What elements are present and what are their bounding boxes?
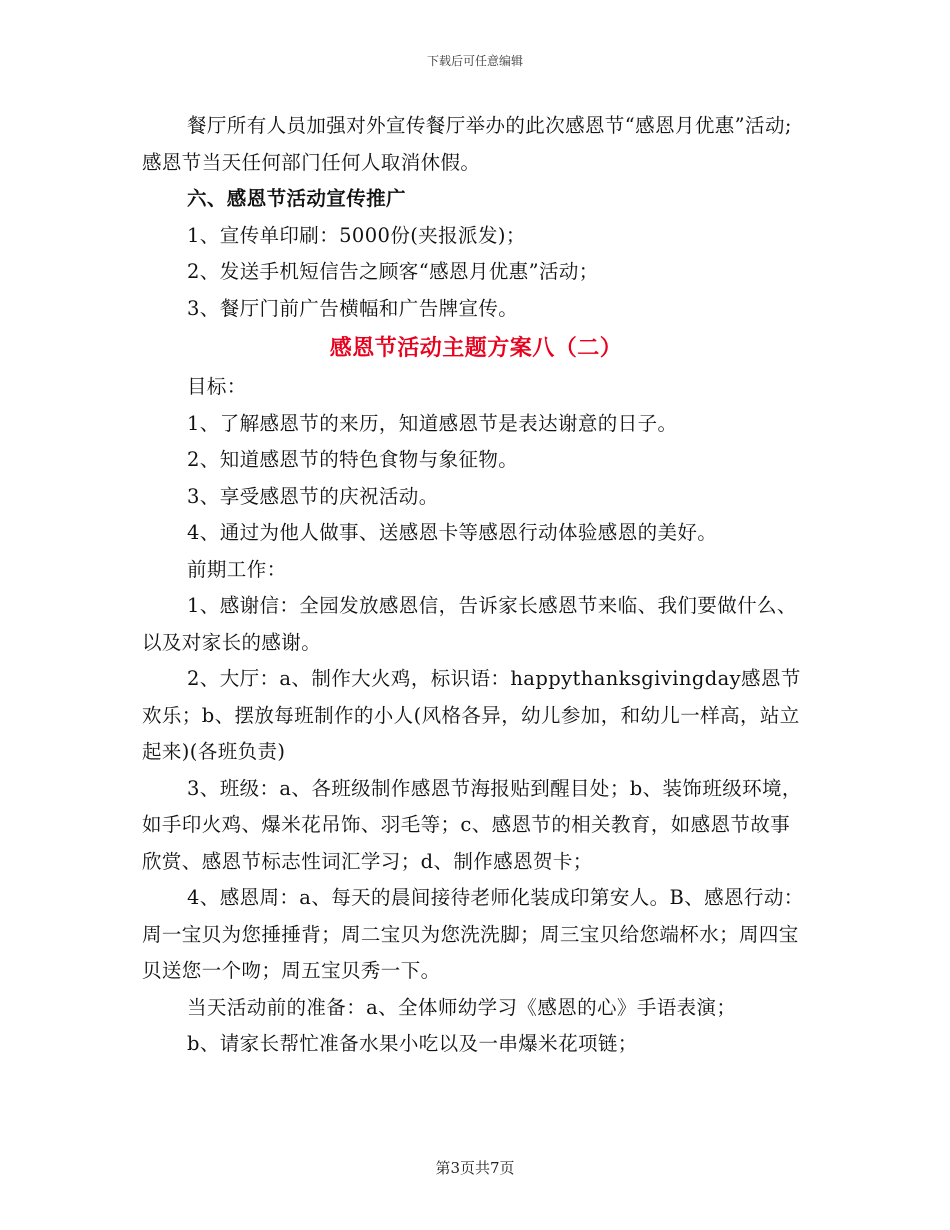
page-footer: 第3页共7页 <box>435 1159 515 1177</box>
list-item-sms: 2、发送手机短信告之顾客“感恩月优惠”活动； <box>187 260 599 283</box>
day-prep-b: b、请家长帮忙准备水果小吃以及一串爆米花项链； <box>187 1032 638 1055</box>
document-body <box>142 108 810 1063</box>
prep-item-letter: 1、感谢信：全园发放感恩信，告诉家长感恩节来临、我们要做什么、以及对家长的感谢。 <box>142 594 797 654</box>
prep-label: 前期工作： <box>187 557 287 581</box>
document-title: 感恩节活动主题方案八（二） <box>329 335 623 361</box>
goal-item-3: 3、享受感恩节的庆祝活动。 <box>187 484 439 508</box>
goals-label: 目标： <box>187 375 247 398</box>
list-item-banner: 3、餐厅门前广告横幅和广告牌宣传。 <box>187 296 519 320</box>
goal-item-2: 2、知道感恩节的特色食物与象征物。 <box>187 448 519 471</box>
list-item-flyer: 1、宣传单印刷：5000份(夹报派发)； <box>187 223 526 247</box>
day-prep-a: 当天活动前的准备：a、全体师幼学习《感恩的心》手语表演； <box>187 995 737 1019</box>
goal-item-4: 4、通过为他人做事、送感恩卡等感恩行动体验感恩的美好。 <box>187 521 718 544</box>
prep-item-week: 4、感恩周：a、每天的晨间接待老师化装成印第安人。B、感恩行动：周一宝贝为您捶捶背；周二宝贝为您洗洗脚；周三宝贝给您端杯水；周四宝贝送您一个吻；周五宝贝秀一下。 <box>142 886 804 982</box>
page-header: 下载后可任意编辑 <box>426 54 523 68</box>
prep-item-hall: 2、大厅：a、制作大火鸡，标识语：happythanksgivingday感恩节欢乐；b、摆放每班制作的小人(风格各异，幼儿参加，和幼儿一样高，站立起来)(各班负责) <box>142 667 801 763</box>
goal-item-1: 1、了解感恩节的来历，知道感恩节是表达谢意的日子。 <box>187 411 678 435</box>
prep-item-class: 3、班级：a、各班级制作感恩节海报贴到醒目处；b、装饰班级环境，如手印火鸡、爆米花吊饰、羽毛等；c、感恩节的相关教育，如感恩节故事欣赏、感恩节标志性词汇学习；d、制作感恩贺卡； <box>142 776 802 873</box>
section-heading-promotion: 六、感恩节活动宣传推广 <box>187 187 406 210</box>
paragraph-staff-promotion: 餐厅所有人员加强对外宣传餐厅举办的此次感恩节“感恩月优惠”活动;感恩节当天任何部门任何人取消休假。 <box>142 114 792 174</box>
